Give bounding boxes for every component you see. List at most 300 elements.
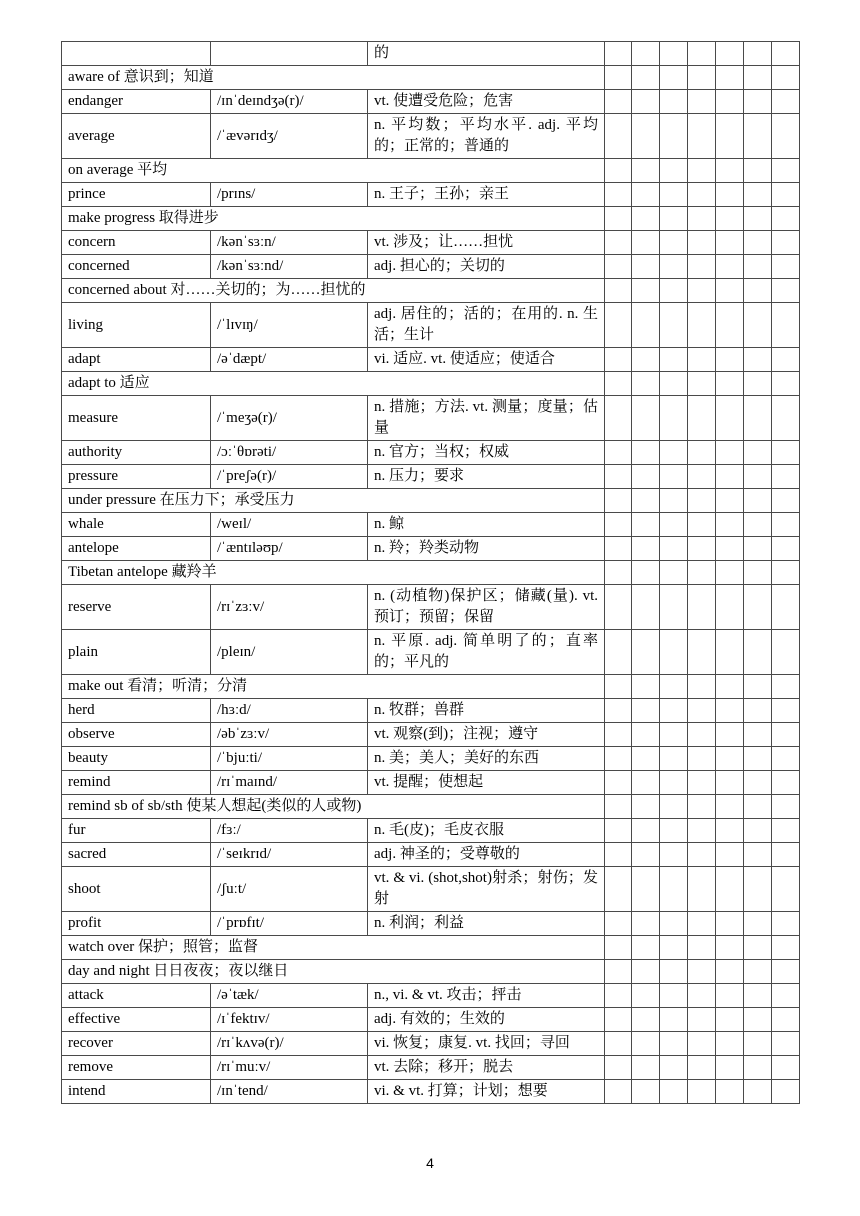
meaning-cell: adj. 有效的；生效的 (368, 1008, 605, 1032)
checkbox-cell (632, 771, 660, 795)
meaning-cell: n. 鲸 (368, 513, 605, 537)
word-cell: concern (62, 231, 211, 255)
phrase-row (62, 279, 800, 303)
checkbox-cell (688, 279, 716, 303)
word-row (62, 537, 800, 561)
meaning-cell: n., vi. & vt. 攻击；抨击 (368, 984, 605, 1008)
checkbox-cell (605, 723, 632, 747)
checkbox-cell (772, 513, 800, 537)
checkbox-cell (632, 936, 660, 960)
checkbox-cell (744, 1008, 772, 1032)
checkbox-cell (744, 912, 772, 936)
checkbox-cell (632, 723, 660, 747)
checkbox-cell (632, 513, 660, 537)
phonetic-cell: /ˈpreʃə(r)/ (211, 465, 368, 489)
checkbox-cell (605, 348, 632, 372)
word-row (62, 42, 800, 66)
checkbox-cell (716, 585, 744, 630)
checkbox-cell (605, 441, 632, 465)
word-cell: recover (62, 1032, 211, 1056)
checkbox-cell (605, 795, 632, 819)
word-cell (62, 42, 211, 66)
checkbox-cell (772, 42, 800, 66)
word-cell: pressure (62, 465, 211, 489)
checkbox-cell (660, 585, 688, 630)
checkbox-cell (632, 675, 660, 699)
checkbox-cell (772, 1008, 800, 1032)
checkbox-cell (744, 699, 772, 723)
checkbox-cell (744, 255, 772, 279)
checkbox-cell (716, 1032, 744, 1056)
checkbox-cell (632, 843, 660, 867)
checkbox-cell (772, 159, 800, 183)
checkbox-cell (744, 465, 772, 489)
checkbox-cell (744, 723, 772, 747)
checkbox-cell (744, 747, 772, 771)
checkbox-cell (772, 348, 800, 372)
checkbox-cell (744, 183, 772, 207)
word-row (62, 441, 800, 465)
checkbox-cell (632, 348, 660, 372)
word-row (62, 348, 800, 372)
checkbox-cell (605, 699, 632, 723)
checkbox-cell (772, 771, 800, 795)
meaning-cell: vi. & vt. 打算；计划；想要 (368, 1080, 605, 1104)
checkbox-cell (688, 867, 716, 912)
checkbox-cell (744, 303, 772, 348)
word-cell: concerned (62, 255, 211, 279)
word-row (62, 630, 800, 675)
checkbox-cell (632, 114, 660, 159)
checkbox-cell (716, 255, 744, 279)
checkbox-cell (716, 372, 744, 396)
checkbox-cell (716, 114, 744, 159)
checkbox-cell (744, 867, 772, 912)
checkbox-cell (660, 441, 688, 465)
checkbox-cell (688, 441, 716, 465)
word-row (62, 1008, 800, 1032)
checkbox-cell (688, 1056, 716, 1080)
word-row (62, 1080, 800, 1104)
checkbox-cell (744, 90, 772, 114)
meaning-cell: vi. 适应. vt. 使适应；使适合 (368, 348, 605, 372)
checkbox-cell (632, 1056, 660, 1080)
phonetic-cell: /ˈæntɪləʊp/ (211, 537, 368, 561)
meaning-cell: n. 利润；利益 (368, 912, 605, 936)
checkbox-cell (660, 231, 688, 255)
checkbox-cell (744, 819, 772, 843)
word-row (62, 231, 800, 255)
checkbox-cell (744, 159, 772, 183)
phrase-row (62, 561, 800, 585)
checkbox-cell (605, 867, 632, 912)
checkbox-cell (688, 936, 716, 960)
word-row (62, 183, 800, 207)
checkbox-cell (632, 159, 660, 183)
checkbox-cell (772, 561, 800, 585)
checkbox-cell (688, 912, 716, 936)
meaning-cell: vt. 观察(到)；注视；遵守 (368, 723, 605, 747)
phonetic-cell: /kənˈsɜːn/ (211, 231, 368, 255)
word-row (62, 255, 800, 279)
phonetic-cell: /ˈlɪvɪŋ/ (211, 303, 368, 348)
checkbox-cell (744, 513, 772, 537)
word-cell: observe (62, 723, 211, 747)
word-cell: herd (62, 699, 211, 723)
phonetic-cell: /ɪnˈdeɪndʒə(r)/ (211, 90, 368, 114)
checkbox-cell (632, 561, 660, 585)
word-cell: attack (62, 984, 211, 1008)
meaning-cell: n. 官方；当权；权威 (368, 441, 605, 465)
checkbox-cell (688, 183, 716, 207)
meaning-cell: n. (动植物)保护区；储藏(量). vt. 预订；预留；保留 (368, 585, 605, 630)
checkbox-cell (772, 936, 800, 960)
checkbox-cell (772, 207, 800, 231)
checkbox-cell (688, 1008, 716, 1032)
checkbox-cell (688, 699, 716, 723)
word-row (62, 585, 800, 630)
word-row (62, 843, 800, 867)
checkbox-cell (632, 441, 660, 465)
checkbox-cell (716, 561, 744, 585)
checkbox-cell (605, 561, 632, 585)
word-cell: effective (62, 1008, 211, 1032)
phonetic-cell: /ʃuːt/ (211, 867, 368, 912)
page-number: 4 (426, 1155, 434, 1171)
checkbox-cell (744, 984, 772, 1008)
phrase-row (62, 936, 800, 960)
word-row (62, 699, 800, 723)
checkbox-cell (660, 465, 688, 489)
checkbox-cell (688, 303, 716, 348)
checkbox-cell (688, 723, 716, 747)
checkbox-cell (660, 1056, 688, 1080)
checkbox-cell (632, 207, 660, 231)
word-row (62, 912, 800, 936)
checkbox-cell (744, 279, 772, 303)
checkbox-cell (772, 303, 800, 348)
checkbox-cell (772, 396, 800, 441)
checkbox-cell (605, 303, 632, 348)
checkbox-cell (660, 255, 688, 279)
word-cell: living (62, 303, 211, 348)
checkbox-cell (688, 114, 716, 159)
checkbox-cell (688, 771, 716, 795)
word-row (62, 723, 800, 747)
checkbox-cell (605, 747, 632, 771)
checkbox-cell (744, 795, 772, 819)
checkbox-cell (688, 561, 716, 585)
checkbox-cell (605, 771, 632, 795)
checkbox-cell (772, 231, 800, 255)
phrase-row (62, 960, 800, 984)
checkbox-cell (660, 984, 688, 1008)
checkbox-cell (688, 42, 716, 66)
word-cell: endanger (62, 90, 211, 114)
checkbox-cell (744, 771, 772, 795)
checkbox-cell (605, 843, 632, 867)
checkbox-cell (660, 1080, 688, 1104)
checkbox-cell (605, 66, 632, 90)
phonetic-cell: /rɪˈmuːv/ (211, 1056, 368, 1080)
word-row (62, 465, 800, 489)
word-row (62, 747, 800, 771)
checkbox-cell (716, 279, 744, 303)
checkbox-cell (605, 396, 632, 441)
checkbox-cell (744, 66, 772, 90)
word-cell: prince (62, 183, 211, 207)
word-cell: reserve (62, 585, 211, 630)
checkbox-cell (772, 66, 800, 90)
checkbox-cell (605, 159, 632, 183)
checkbox-cell (716, 207, 744, 231)
checkbox-cell (660, 747, 688, 771)
checkbox-cell (632, 1080, 660, 1104)
checkbox-cell (772, 537, 800, 561)
phonetic-cell: /rɪˈzɜːv/ (211, 585, 368, 630)
checkbox-cell (744, 1056, 772, 1080)
checkbox-cell (716, 489, 744, 513)
checkbox-cell (772, 372, 800, 396)
checkbox-cell (605, 114, 632, 159)
checkbox-cell (744, 537, 772, 561)
meaning-cell: n. 羚；羚类动物 (368, 537, 605, 561)
meaning-cell: 的 (368, 42, 605, 66)
checkbox-cell (688, 795, 716, 819)
checkbox-cell (660, 159, 688, 183)
word-row (62, 396, 800, 441)
meaning-cell: n. 压力；要求 (368, 465, 605, 489)
checkbox-cell (716, 465, 744, 489)
phrase-cell: make out 看清；听清；分清 (62, 675, 605, 699)
checkbox-cell (605, 630, 632, 675)
word-cell: adapt (62, 348, 211, 372)
checkbox-cell (688, 630, 716, 675)
checkbox-cell (605, 489, 632, 513)
checkbox-cell (688, 396, 716, 441)
checkbox-cell (660, 819, 688, 843)
word-row (62, 867, 800, 912)
checkbox-cell (632, 984, 660, 1008)
checkbox-cell (716, 843, 744, 867)
checkbox-cell (744, 489, 772, 513)
checkbox-cell (716, 303, 744, 348)
checkbox-cell (716, 1008, 744, 1032)
word-cell: shoot (62, 867, 211, 912)
checkbox-cell (632, 1008, 660, 1032)
phrase-row (62, 489, 800, 513)
checkbox-cell (688, 207, 716, 231)
checkbox-cell (660, 303, 688, 348)
checkbox-cell (772, 867, 800, 912)
checkbox-cell (716, 1080, 744, 1104)
checkbox-cell (605, 585, 632, 630)
checkbox-cell (632, 960, 660, 984)
checkbox-cell (688, 984, 716, 1008)
word-cell: fur (62, 819, 211, 843)
checkbox-cell (744, 585, 772, 630)
phrase-cell: make progress 取得进步 (62, 207, 605, 231)
checkbox-cell (632, 489, 660, 513)
checkbox-cell (688, 231, 716, 255)
checkbox-cell (744, 675, 772, 699)
checkbox-cell (660, 396, 688, 441)
checkbox-cell (605, 819, 632, 843)
checkbox-cell (688, 255, 716, 279)
checkbox-cell (688, 489, 716, 513)
checkbox-cell (772, 1056, 800, 1080)
phrase-cell: Tibetan antelope 藏羚羊 (62, 561, 605, 585)
checkbox-cell (716, 936, 744, 960)
meaning-cell: vt. 提醒；使想起 (368, 771, 605, 795)
checkbox-cell (660, 489, 688, 513)
checkbox-cell (605, 255, 632, 279)
phonetic-cell: /hɜːd/ (211, 699, 368, 723)
checkbox-cell (744, 1080, 772, 1104)
phonetic-cell: /ɪnˈtend/ (211, 1080, 368, 1104)
checkbox-cell (772, 465, 800, 489)
checkbox-cell (605, 42, 632, 66)
phonetic-cell: /əˈtæk/ (211, 984, 368, 1008)
word-row (62, 1056, 800, 1080)
checkbox-cell (744, 960, 772, 984)
checkbox-cell (772, 723, 800, 747)
meaning-cell: n. 王子；王孙；亲王 (368, 183, 605, 207)
phrase-row (62, 207, 800, 231)
checkbox-cell (605, 960, 632, 984)
checkbox-cell (632, 303, 660, 348)
checkbox-cell (772, 114, 800, 159)
checkbox-cell (688, 372, 716, 396)
phrase-cell: adapt to 适应 (62, 372, 605, 396)
checkbox-cell (660, 675, 688, 699)
meaning-cell: n. 牧群；兽群 (368, 699, 605, 723)
meaning-cell: vt. & vi. (shot,shot)射杀；射伤；发射 (368, 867, 605, 912)
phonetic-cell: /əˈdæpt/ (211, 348, 368, 372)
checkbox-cell (688, 537, 716, 561)
phonetic-cell: /ɔːˈθɒrəti/ (211, 441, 368, 465)
checkbox-cell (660, 771, 688, 795)
word-cell: profit (62, 912, 211, 936)
checkbox-cell (716, 960, 744, 984)
meaning-cell: vt. 去除；移开；脱去 (368, 1056, 605, 1080)
phrase-row (62, 795, 800, 819)
checkbox-cell (772, 255, 800, 279)
checkbox-cell (716, 867, 744, 912)
checkbox-cell (716, 441, 744, 465)
checkbox-cell (660, 960, 688, 984)
word-cell: remind (62, 771, 211, 795)
checkbox-cell (660, 795, 688, 819)
word-cell: sacred (62, 843, 211, 867)
checkbox-cell (632, 912, 660, 936)
checkbox-cell (772, 984, 800, 1008)
checkbox-cell (605, 183, 632, 207)
checkbox-cell (744, 207, 772, 231)
checkbox-cell (716, 537, 744, 561)
checkbox-cell (632, 537, 660, 561)
checkbox-cell (605, 675, 632, 699)
checkbox-cell (660, 537, 688, 561)
checkbox-cell (716, 723, 744, 747)
checkbox-cell (688, 819, 716, 843)
phonetic-cell: /pleɪn/ (211, 630, 368, 675)
word-cell: whale (62, 513, 211, 537)
checkbox-cell (605, 372, 632, 396)
phrase-cell: concerned about 对……关切的；为……担忧的 (62, 279, 605, 303)
checkbox-cell (632, 255, 660, 279)
checkbox-cell (605, 1008, 632, 1032)
checkbox-cell (632, 630, 660, 675)
checkbox-cell (772, 441, 800, 465)
checkbox-cell (632, 585, 660, 630)
checkbox-cell (772, 183, 800, 207)
checkbox-cell (605, 90, 632, 114)
checkbox-cell (772, 585, 800, 630)
checkbox-cell (605, 465, 632, 489)
checkbox-cell (688, 513, 716, 537)
checkbox-cell (688, 585, 716, 630)
phrase-cell: on average 平均 (62, 159, 605, 183)
phrase-cell: watch over 保护；照管；监督 (62, 936, 605, 960)
checkbox-cell (605, 1080, 632, 1104)
phrase-row (62, 66, 800, 90)
checkbox-cell (632, 1032, 660, 1056)
checkbox-cell (605, 912, 632, 936)
checkbox-cell (744, 561, 772, 585)
checkbox-cell (660, 912, 688, 936)
checkbox-cell (716, 231, 744, 255)
checkbox-cell (716, 1056, 744, 1080)
checkbox-cell (772, 843, 800, 867)
phrase-cell: day and night 日日夜夜；夜以继日 (62, 960, 605, 984)
checkbox-cell (632, 42, 660, 66)
checkbox-cell (660, 843, 688, 867)
checkbox-cell (688, 843, 716, 867)
checkbox-cell (605, 1056, 632, 1080)
phonetic-cell: /fɜː/ (211, 819, 368, 843)
checkbox-cell (716, 90, 744, 114)
checkbox-cell (688, 1032, 716, 1056)
checkbox-cell (660, 114, 688, 159)
checkbox-cell (660, 207, 688, 231)
checkbox-cell (772, 489, 800, 513)
checkbox-cell (744, 936, 772, 960)
phonetic-cell (211, 42, 368, 66)
checkbox-cell (744, 372, 772, 396)
word-row (62, 1032, 800, 1056)
checkbox-cell (744, 114, 772, 159)
checkbox-cell (660, 699, 688, 723)
checkbox-cell (744, 1032, 772, 1056)
checkbox-cell (772, 795, 800, 819)
checkbox-cell (772, 699, 800, 723)
checkbox-cell (772, 90, 800, 114)
phonetic-cell: /ˈmeʒə(r)/ (211, 396, 368, 441)
word-cell: plain (62, 630, 211, 675)
checkbox-cell (716, 513, 744, 537)
checkbox-cell (660, 936, 688, 960)
phonetic-cell: /kənˈsɜːnd/ (211, 255, 368, 279)
checkbox-cell (744, 630, 772, 675)
checkbox-cell (716, 630, 744, 675)
phonetic-cell: /prɪns/ (211, 183, 368, 207)
checkbox-cell (660, 372, 688, 396)
meaning-cell: n. 措施；方法. vt. 测量；度量；估量 (368, 396, 605, 441)
word-row (62, 90, 800, 114)
phonetic-cell: /ˈbjuːti/ (211, 747, 368, 771)
checkbox-cell (744, 441, 772, 465)
